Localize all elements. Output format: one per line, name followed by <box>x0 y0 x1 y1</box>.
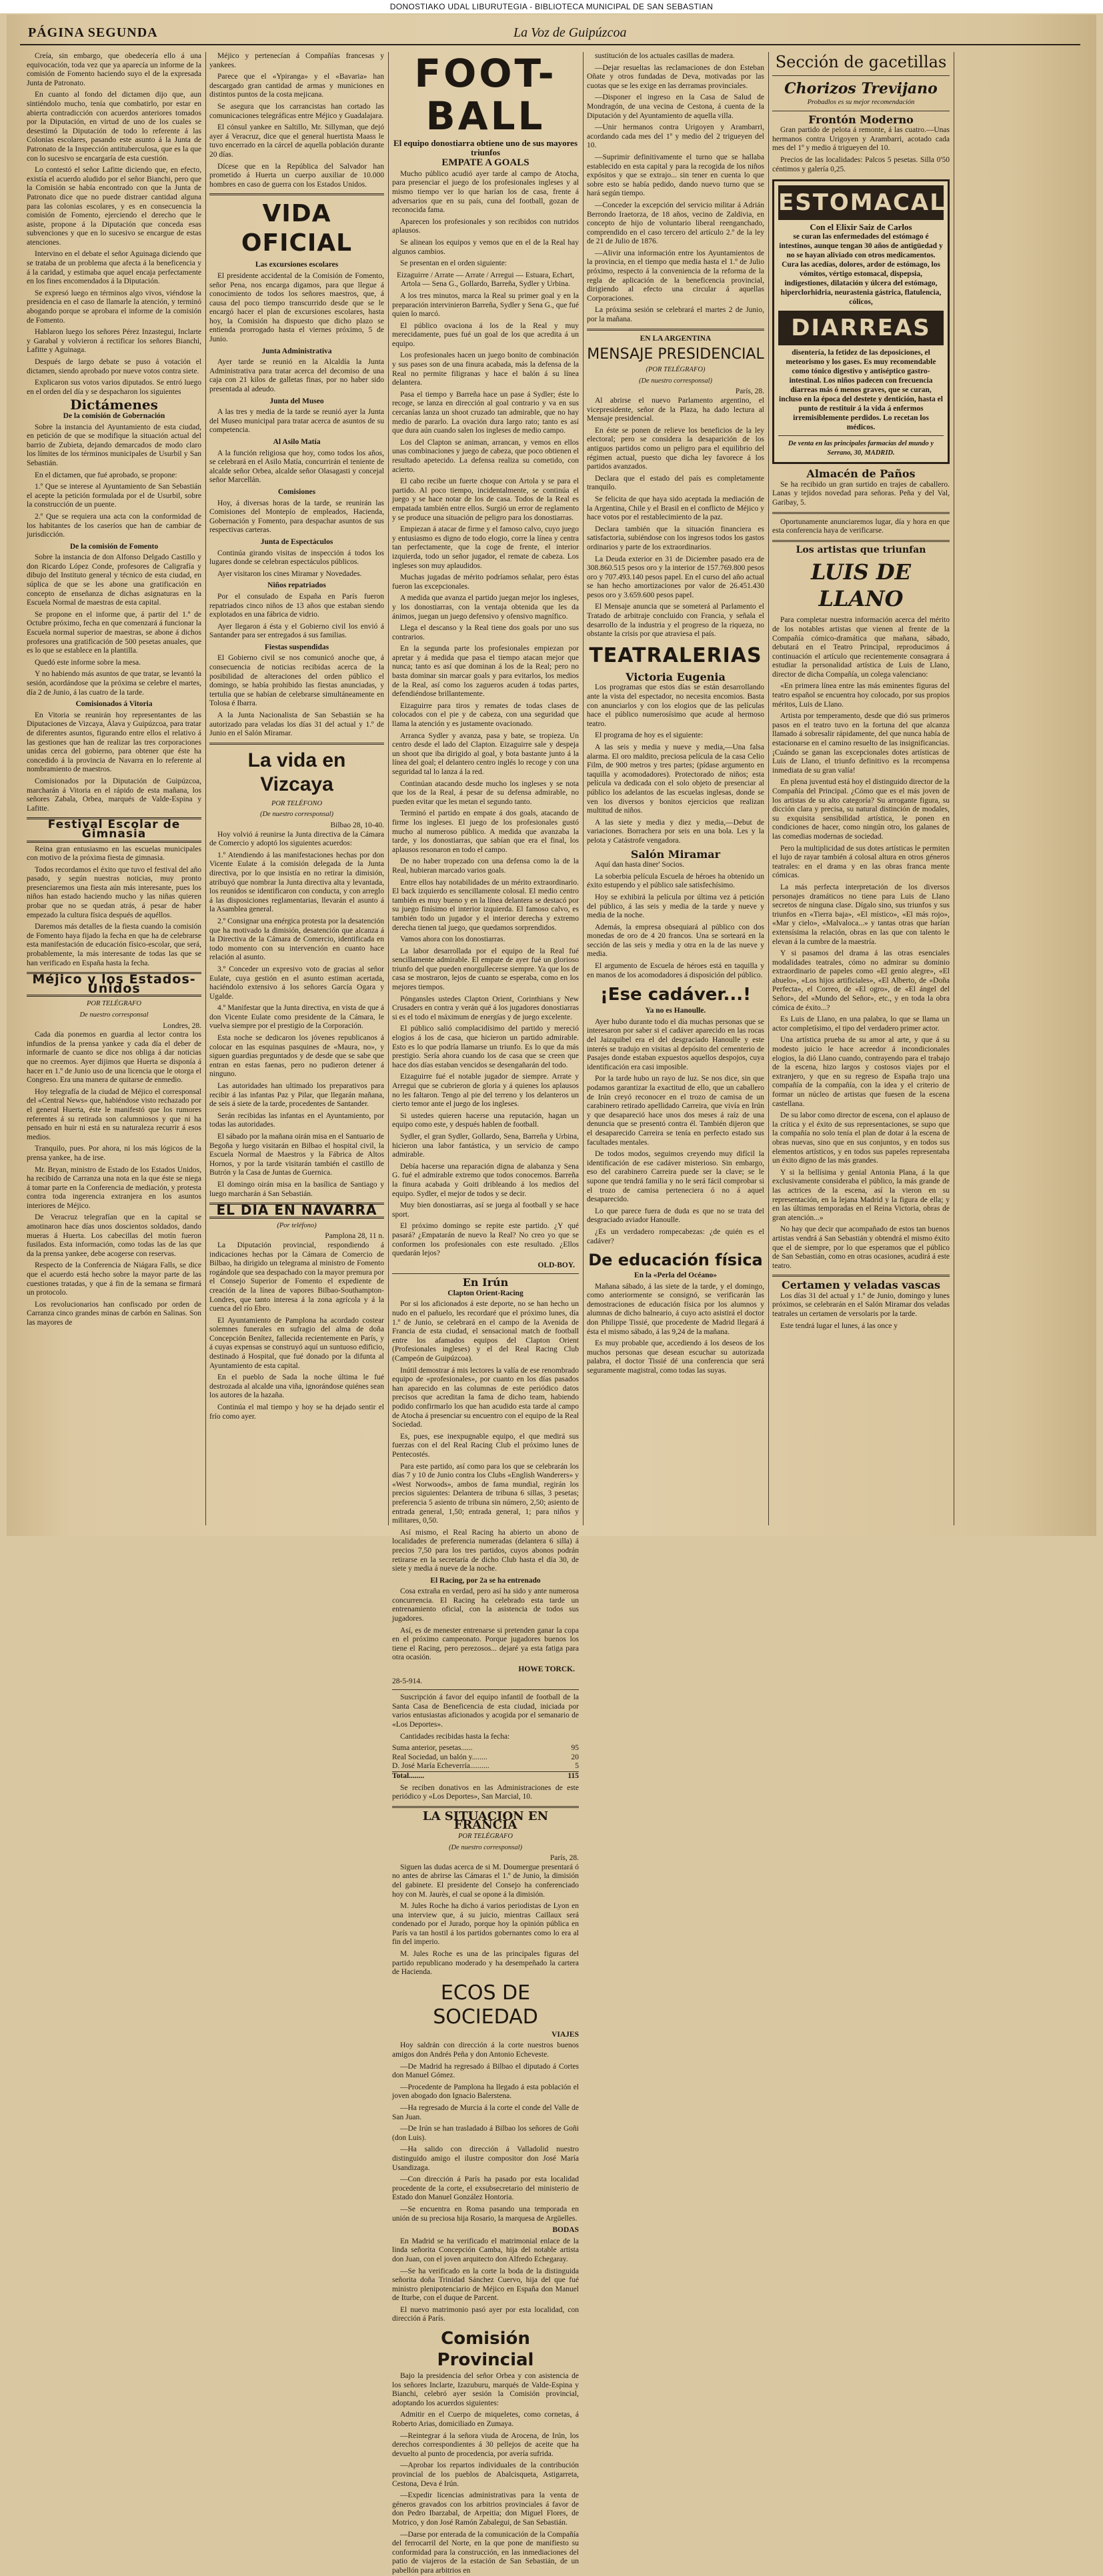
byline: POR TELÉGRAFO <box>458 1832 513 1840</box>
subheading: Comisionados á Vitoria <box>75 700 153 709</box>
irun-heading: En Irún <box>462 1276 509 1289</box>
paragraph: Tranquilo, pues. Por ahora, ni los más lógicos de la prensa yankee, ha de irse. <box>27 1145 201 1162</box>
paragraph: —Darse por enterada de la comunicación de la Compañía del ferrocarril del Norte, en la que pone de manifiesto su conformidad para la construcción, en las inmediaciones del patio de viajeros de la estación de San Sebastián, de un pabellón para arbitrios en <box>392 2530 579 2575</box>
lineup: Eizaguirre / Arrate — Arrate / Arregui — Estuara, Echart, Artola — Sena G., Gollardo, Barreña, Sydler y Urbina. <box>397 271 574 289</box>
column-1 <box>27 52 201 1525</box>
paragraph: 2.º Que se requiera una acta con la conformidad de los habitantes de los caseríos que han de cambiar de jurisdicción. <box>27 512 201 539</box>
subheading: EMPATE A GOALS <box>441 157 529 169</box>
festival-heading: Festival Escolar de Gimnasia <box>27 817 201 842</box>
paragraph: Para este partido, así como para los que se celebrarán los días 7 y 10 de Junio contra los Clubs «English Wanderers» y «West Norwoods», ambos de fama mundial, regirán los precios siguientes: Delantera de tribuna 6 sillas, 3 pesetas; preferencia 5 asiento de tribuna sin número, 2,50; asiento de entrada general, 1,50; entrada general, 1; para niños y militares, 0,50. <box>392 1462 579 1525</box>
paragraph: Mucho público acudió ayer tarde al campo de Atocha, para presenciar el juego de los profesionales ingleses y al mismo tiempo ver lo que harían los de casa, frente á adversarios que en su país, cuna del football, gozan de reconocida fama. <box>392 169 579 215</box>
dateline: Londres, 28. <box>163 1021 201 1030</box>
paragraph: —Ha regresado de Murcia á la corte el conde del Valle de San Juan. <box>392 2104 579 2121</box>
byline: (POR TELÉGRAFO) <box>646 366 706 374</box>
luis-de-llano-heading: LUIS DE LLANO <box>810 559 911 612</box>
subheading: En la «Perla del Océano» <box>634 1271 717 1280</box>
paragraph: Hablaron luego los señores Pérez Inzastegui, Inclarte y Garabal y volvieron á rectificar los señores Bianchi, Lafitte y Aguinaga. <box>27 328 201 355</box>
paragraph: El público salió complacidísimo del partido y mereció elogios á los de casa, que hicieron un partido admirable. Esto es lo que podría llamarse un triunfo. Es lo que da más prestigio. Sería ahora cuando los de casa que se creen que hace dos días estaban vencidos se desengañarán del todo. <box>392 1025 579 1069</box>
paragraph: Se propone en el informe que, á partir del 1.º de Octubre próximo, fecha en que comenzará á funcionar la Escuela normal superior de maestras, se abone á dichos profesores una gratificación de 500 pesetas anuales, que es lo que se establece en la plantilla. <box>27 610 201 655</box>
paragraph: De todos modos, seguimos creyendo muy difícil la identificación de ese cadáver misterioso. Sin embargo, eso del carabinero Carreira puede ser la clave; se le supone que tendrá familia y no le será fácil comprobar si el trozo de camisa perteneciera ó no á aquel desaparecido. <box>587 1150 764 1204</box>
paragraph: Sydler, el gran Sydler, Gollardo, Sena, Barreña y Urbina, hicieron una labor fantástica, y un servicio de campo admirable. <box>392 1132 579 1159</box>
paragraph: Hoy volvió á reunirse la Junta directiva de la Cámara de Comercio y adoptó los siguientes acuerdos: <box>209 830 384 848</box>
column-4 <box>587 52 764 1525</box>
paragraph: De no haber tropezado con una defensa como la de la Real, hubieran marcado varios goals. <box>392 857 579 875</box>
paragraph: 3.º Conceder un expresivo voto de gracias al señor Eulate, cuya gestión en el asunto estiman acertada, haciéndolo extensivo á los señores García Ogara y Ugalde. <box>209 965 384 1001</box>
paragraph: —Disponer el ingreso en la Casa de Salud de Mondragón, de una vecina de Cestona, á cuenta de la Diputación y del Ayuntamiento de aquella villa. <box>587 93 764 120</box>
byline: (De nuestro corresponsal) <box>638 377 713 385</box>
paragraph: Esta noche se dedicaron los jóvenes republicanos á colocar en las esquinas pasquines de «Maura, no», y siguen guardias preguntados y de desde que se sabe que entran en estas faenas, pero no pudieron detener á ninguno. <box>209 1034 384 1079</box>
paragraph: Es Luis de Llano, en una palabra, lo que se llama un actor completísimo, el tipo del verdadero primer actor. <box>772 1015 950 1033</box>
paragraph: Entre ellos hay notabilidades de un mérito extraordinario. El back izquierdo es sencillamente colosal. El medio centro también es muy bueno y en la línea delantera se destacó por su juego finísimo el interior izquierda. El famoso calvo, es también todo un jugador y el interior derecha y extremo derecha tienen tal juego, que quedamos sorprendidos. <box>392 878 579 932</box>
newspaper-name: La Voz de Guipúzcoa <box>513 25 627 40</box>
divider <box>392 1689 579 1690</box>
paragraph: En plena juventud está hoy el distinguido director de la Compañía del Principal. ¿Cómo que es el más joven de los artistas de su alto categoría? Su arrogante figura, su dicción clara y precisa, su natural distinción de modales, su exquisita sensibilidad artística, le ponen en condiciones de hacer, como ningún otro, los galanes de las comedias modernas de sociedad. <box>772 778 950 841</box>
donation-row: Suma anterior, pesetas...... 95 <box>392 1744 579 1753</box>
paragraph: En Vitoria se reunirán hoy representantes de las Diputaciones de Vizcaya, Álava y Guipúzcoa, para tratar de diferentes asuntos, figurando entre ellos el relativo á las gestiones que han de realizar las tres corporaciones unidas cerca del gobierno, para obtener que éste ha concedido á la provincia de Navarra en lo referente al nombramiento de maestros. <box>27 711 201 774</box>
divider <box>772 540 950 542</box>
paragraph: Ayer hubo durante todo el día muchas personas que se interesaron por saber si el cadáver aparecido en las rocas del Jaizquibel era el del desgraciado Hanoulle y este interés se tradujo en visitas al depósito del cementerio de Pasajes donde estaban expuestos aquellos despojos, cuya identificación era casi imposible. <box>587 1017 764 1071</box>
paragraph: Continúa girando visitas de inspección á todos los lugares donde se celebran espectáculos públicos. <box>209 549 384 567</box>
paragraph: Dícese que en la República del Salvador han prometido á Huerta un cuerpo auxiliar de 10.000 hombres en caso de guerra con los Estados Unidos. <box>209 162 384 189</box>
paragraph: —Unir hermanos contra Urigoyen y Arambarri, acordando cada mes del 1º y medio del 2 trigueyen del 10. <box>587 123 764 150</box>
paragraph: —Procedente de Pamplona ha llegado á esta población el joven abogado don Ignacio Balerstena. <box>392 2083 579 2101</box>
paragraph: La soberbia película Escuela de héroes ha obtenido un éxito estupendo y el público sale satisfechísimo. <box>587 872 764 890</box>
subheading: Victoria Eugenia <box>626 670 726 683</box>
cadaver-heading: ¡Ese cadáver...! <box>600 985 752 1005</box>
subheading: Salón Miramar <box>630 847 721 861</box>
column-2 <box>209 52 384 1525</box>
column-3 <box>392 51 579 2575</box>
paragraph: Debía hacerse una reparación digna de alabanza y Sena G. fué el admirable extremo que todos conocemos. Barreña la finura acabada y Goiti dribleando á los medios del equipo. Sydler, el mejor de todos y se decir. <box>392 1162 579 1198</box>
paragraph: Una artística prueba de su amor al arte, y que á su modesto juicio le hace acreedor á incondicionales elogios, la dió Llano cuando, contrayendo para el trabajo de la escena, hizo largos y costosos viajes por el extranjero, y que en su regreso de España trajo una compañía de la compañía, con la idea y el criterio de formar un núcleo de artistas que fuesen de la escena castellana. <box>772 1036 950 1108</box>
dateline: París, 28. <box>735 387 764 396</box>
paragraph: Pasa el tiempo y Barreña hace un pase á Sydler; éste lo recoge, se lanza en dirección al goal contrario y va en sus cercanías lanza un shoot cruzado tan admirable, que no hay medio de pararlo. La ovación dura largo rato; tanto es así que dura aún cuando salen los ingleses de medio campo. <box>392 390 579 435</box>
navarra-heading: EL DIA EN NAVARRA <box>209 1203 384 1219</box>
paragraph: A los tres minutos, marca la Real su primer goal y en la preparación intervinieron Barreña, Sydler y Sena G., que fué quien lo marcó. <box>392 291 579 319</box>
paragraph: El Gobierno civil se nos comunicó anoche que, á consecuencia de noticias recibidas acerca de la posibilidad de alteraciones del orden público el domingo, se había prohibido las fiestas anunciadas, y tertulia que se habían de celebrarse simultáneamente en Tolosa é Ibarra. <box>209 654 384 708</box>
divider <box>392 1273 579 1274</box>
paragraph: Continúan atacando desde mucho los ingleses y se nota que los de la Real, á pesar de su defensa admirable, no pueden evitar que les metan el segundo tanto. <box>392 779 579 806</box>
paragraph: Empiezan á atacar de firme y el famoso calvo, cuyo juego y entusiasmo es digno de todo elogio, corre la línea y centra tan perfectamente, que la coge de frente, el interior izquierda, todo un señor jugador, el remate de cabeza. Los ingleses son muy aplaudidos. <box>392 525 579 570</box>
paragraph: Se presentan en el orden siguiente: <box>400 259 507 268</box>
paragraph: Reina gran entusiasmo en las escuelas municipales con motivo de la próxima fiesta de gimnasia. <box>27 845 201 863</box>
paragraph: Los del Clapton se animan, arrancan, y vemos en ellos unas combinaciones y juego de cabeza, que poco obtienen el resultado apetecido. La defensa realiza su cometido, con acierto. <box>392 438 579 474</box>
ad-text: Con el Elixir Saiz de Carlos <box>810 222 912 233</box>
paragraph: 4.º Manifestar que la Junta directiva, en vista de que á don Vicente Eulate como presidente de la Cámara, le vuelva siempre por el prestigio de la Corporación. <box>209 1004 384 1031</box>
paragraph: —Expedir licencias administrativas para la venta de géneros gravados con los arbitrios provinciales á favor de don Pedro Ibarzabal, de Arpeitia; don Miguel Flores, de Motrico, y don José Ramón Zabalegui, de San Sebastián. <box>392 2491 579 2527</box>
subheading: El Racing, por 2a se ha entrenado <box>430 1576 541 1585</box>
paragraph: Suscripción á favor del equipo infantil de football de la Santa Casa de Beneficencia de esta ciudad, iniciada por varios entusiastas aficionados y acogida por el semanario de «Los Deportes». <box>392 1693 579 1729</box>
paragraph: Quedó este informe sobre la mesa. <box>35 658 141 667</box>
paragraph: ¿Es un verdadero rompecabezas: ¿de quién es el cadáver? <box>587 1227 764 1245</box>
paragraph: El Mensaje anuncia que se someterá al Parlamento el Tratado de arbitraje concluido con Francia, y señala el desarrollo de la industria y el progreso de la riqueza, no obstante la crisis por que atraviesa el país. <box>587 603 764 639</box>
paragraph: El público ovaciona á los de la Real y muy merecidamente, pues fué un goal de los que acredita á un equipo. <box>392 321 579 348</box>
paragraph: El próximo domingo se repite este partido. ¿Y qué pasará? ¿Empatarán de nuevo la Real? No creo yo que se conformen los profesionales con este resultado. ¿Ellos quedarán lejos? <box>392 1222 579 1258</box>
subheading: Junta Administrativa <box>261 347 332 355</box>
paragraph: Muchas jugadas de mérito podríamos señalar, pero éstas fueron las excepcionales. <box>392 573 579 591</box>
dictamenes-heading: Dictámenes <box>70 397 158 413</box>
divider <box>392 1806 579 1808</box>
paragraph: Y si pasamos del drama á las otras esenciales modalidades teatrales, cómo no admirar su dominio extraordinario de papeles como «El genio alegre», «El abuelo», «Los hijos artificiales», «El Alberto, de «Doña Perfecta», el Correo, de «El ogro», de «El ángel del Señor», del «Mundo del Señor», etc., y en toda la obra cómica de éxito...? <box>772 949 950 1012</box>
paragraph: Hoy, á diversas horas de la tarde, se reunirán las Comisiones del Montepío de empleados, Hacienda, Gobernación y Fomento, para despachar asuntos de sus respectivas carteras. <box>209 499 384 535</box>
subheading: Probadlos es su mejor recomendación <box>807 99 915 106</box>
subheading: El equipo donostiarra obtiene uno de sus mayores triunfos <box>393 138 578 157</box>
paragraph: De Veracruz telegrafían que en la capital se amotinaron hace días unos doscientos soldados, dando mueras á Huerta. Los cabecillas del motín fueron fusilados. Esta información, como todas las de las que da la prensa yankee, debe acogerse con reservas. <box>27 1213 201 1258</box>
paragraph: A las seis y media y nueve y media,—Una falsa alarma. El oro maldito, preciosa película de la casa Celio Film, de 900 metros y tres partes; (pídase argumento en taquilla y acomodadores). Protectorado de niños; esta película va dedicada con el solo objeto de presenciar al público los adelantos de las escuelas inglesas, donde se ven los diversos y bonitos ejercicios que realizan multitud de niños. <box>587 743 764 815</box>
paragraph: Todos recordamos el éxito que tuvo el festival del año pasado, y según nuestras noticias, muy pronto presenciaremos una fiesta aún más interesante, pues los niños han estado haciendo mucho y las niñas quieren probar que no se quedan atrás, á pesar de haber empezado la cultura física después de aquéllos. <box>27 865 201 919</box>
byline: POR TELÉFONO <box>271 799 323 807</box>
chorizos-heading: Chorizos Trevijano <box>784 80 938 97</box>
paragraph: Se reciben donativos en las Administraciones de este periódico y «Los Deportes», San Marcial, 10. <box>392 1783 579 1801</box>
newspaper-page <box>7 15 1096 2575</box>
paragraph: Arranca Sydler y avanza, pasa y bate, se tropieza. Un centro desde el lado del Clapton. Eizaguirre sale y despeja un shoot que iba dirigido al goal, y bota bastante junto á la línea del goal; el delantero centro inglés lo recoge y con una seguridad tal lo lanza á la red. <box>392 731 579 776</box>
paragraph: M. Jules Roche es una de las principales figuras del partido republicano moderado y ha desempeñado la cartera de Hacienda. <box>392 1950 579 1977</box>
paragraph: Continúa el mal tiempo y hoy se ha dejado sentir el frío como ayer. <box>209 1403 384 1421</box>
paragraph: Siguen las dudas acerca de si M. Doumergue presentará ó no antes de abrirse las Cámaras el 1.º de Junio, la dimisión del gabinete. El presidente del Consejo ha conferenciado hoy con M. Jaurès, el cual se opone á la dimisión. <box>392 1863 579 1899</box>
signature: HOWE TORCK. <box>518 1665 575 1674</box>
paragraph: Llega el descanso y la Real tiene dos goals por uno sus contrarios. <box>392 624 579 641</box>
column-rule <box>388 52 389 1525</box>
donation-list <box>392 1744 579 1781</box>
ad-text: disentería, la fetidez de las deposiciones, el meteorismo y los gases. Es muy recomendable como tónico digestivo y antiséptico gastro-intestinal. Los niños padecen con frecuencia diarreas más ó menos graves, que se curan, incluso en la época del destete y dentición, hasta el punto de restituir á la vida á enfermos irremisiblemente perdidos. Lo recetan los médicos. <box>779 349 943 432</box>
paragraph: Sobre la instancia de don Alfonso Delgado Castillo y don Ricardo López Conde, profesores de Caligrafía y dibujo del Instituto general y técnico de esta ciudad, en súplica de que se les abone una gratificación en concepto de enseñanza de dichas asignaturas en la Escuela Normal de maestras de esta capital. <box>27 553 201 607</box>
gacetillas-heading: Sección de gacetillas <box>775 53 947 71</box>
masthead <box>20 21 1080 45</box>
paragraph: Mr. Bryan, ministro de Estado de los Estados Unidos, ha recibido de Carranza una nota en la que éste se niega á tomar parte en la Conferencia de mediación, y protesta contra toda ingerencia extranjera en los asuntos interiores de Méjico. <box>27 1165 201 1210</box>
paragraph: Lo que parece fuera de duda es que no se trata del desgraciado aviador Hanoulle. <box>587 1207 764 1225</box>
paragraph: Declara también que la situación financiera es satisfactoria, subiéndose con los ingresos todos los gastos ordinarios y parte de los extraordinarios. <box>587 525 764 551</box>
paragraph: Inútil demostrar á mis lectores la valía de ese renombrado equipo de «profesionales», por cuanto en los días pasados han aparecido en las columnas de este periódico datos precisos que acreditan la fama de dicho team, habiendo podido confirmarlo los que han acudido esta tarde al campo de Atocha á presenciar su encuentro con el equipo de la Real Sociedad. <box>392 1366 579 1429</box>
paragraph: A las siete y media y diez y media,—Debut de variaciones. Borrachera por seis en una bola. Les y la pelota y Catástrofe vengadora. <box>587 818 764 845</box>
column-rule <box>768 52 769 1525</box>
subheading: Las excursiones escolares <box>255 261 339 269</box>
paragraph: Respecto de la Conferencia de Niágara Falls, se dice que el acuerdo está hecho sobre la mayor parte de las cuestiones tratadas, y que á fin de la semana se firmará un protocolo. <box>27 1261 201 1297</box>
paragraph: Cantidades recibidas hasta la fecha: <box>400 1732 510 1741</box>
paragraph: Comisionados por la Diputación de Guipúzcoa, marcharán á Vitoria en el rápido de esta mañana, los señores Zabala, Orbea, marqués de Valde-Espina y Lafitte. <box>27 777 201 813</box>
paragraph: En éste se ponen de relieve los beneficios de la ley electoral; pero se considera la desaparición de los antiguos partidos como un peligro para el equilibrio del régimen actual, puesto que dicha ley favorece á los partidos avanzados. <box>587 426 764 471</box>
paragraph: 2.º Consignar una enérgica protesta por la desatención que ha motivado la dimisión, desatención que alcanza á la Directiva de la Cámara de Comercio, identificada en todo momento con su intervención en cuanto hace relación al asunto. <box>209 917 384 962</box>
byline: (De nuestro corresponsal) <box>259 811 334 819</box>
paragraph: Sobre la instancia del Ayuntamiento de esta ciudad, en petición de que se modifique la situación actual del barrio de Zubieta, dejando demarcados de modo claro los límites de los términos municipales de Usurbil y San Sebastián. <box>27 423 201 467</box>
subheading: Junta de Espectáculos <box>260 537 333 546</box>
paragraph: 1.º Que se interese al Ayuntamiento de San Sebastián el acepte la petición formulada por el de Usurbil, sobre la construcción de un puente. <box>27 483 201 509</box>
paragraph: Gran partido de pelota á remonte, á las cuatro.—Unas hermanos contra Urigoyen y Arambarri, acotado cada mes del 1º y medio á trigueyen del 10. <box>772 126 950 153</box>
vizcaya-heading: La vida en Vizcaya <box>247 749 346 795</box>
paragraph: A la Junta Nacionalista de San Sebastián se ha autorizado para veladas los días 31 del actual y 1.º de Junio en el Salón Miramar. <box>209 711 384 738</box>
mensaje-heading: MENSAJE PRESIDENCIAL <box>587 346 764 363</box>
paragraph: Lo contestó el señor Lafitte diciendo que, en efecto, existía el acuerdo aludido por el señor Bianchi, pero que la Comisión se había encontrado con que la Junta de Patronato dice que no puede distraer cantidad alguna para las colonias escolares, y es en consecuencia la comisión de Fomento, ejerciendo el derecho que le asiste, propone á la Diputación que conceda esas subvenciones y que en lo sucesivo se encargue de estas atenciones. <box>27 166 201 247</box>
dateline: Pamplona 28, 11 n. <box>325 1232 384 1241</box>
paragraph: En Madrid se ha verificado el matrimonial enlace de la linda señorita Concepción Camba, hija del notable artista don Juan, con el joven arquitecto don Alfredo Echegaray. <box>392 2237 579 2263</box>
subheading: Al Asilo Matía <box>273 438 321 446</box>
divider <box>772 75 950 76</box>
paragraph: La labor desarrollada por el equipo de la Real fué sencillamente admirable. El empate de ayer fué un glorioso triunfo del que pueden enorgullecerse siempre. Ya que los de casa se mostraron, lejos de cuanto se esperaba, como en los mejores tiempos. <box>392 947 579 992</box>
column-5 <box>772 52 950 1525</box>
subheading: BODAS <box>552 2226 579 2235</box>
paragraph: —De Madrid ha regresado á Bilbao el diputado á Cortes don Manuel Gómez. <box>392 2062 579 2080</box>
paragraph: El cónsul yankee en Saltillo, Mr. Sillyman, que dejó ayer á Veracruz, dice que el general huertista Maass le tuvo encerrado en la cárcel de aquella población durante 20 días. <box>209 123 384 159</box>
divider <box>772 512 950 514</box>
divider <box>778 435 944 436</box>
paragraph: sustitución de los actuales casillas de madera. <box>595 52 735 60</box>
paragraph: Así mismo, el Real Racing ha abierto un abono de localidades de preferencia numeradas (delantera 6 silla) á precios 7,50 para los tres partidos, cuyos abonos podrán retirarse en la secretaría de dicho Club hasta el día 30, de siete y media á nueve de la noche. <box>392 1528 579 1573</box>
ecos-heading: ECOS DE SOCIEDAD <box>433 1981 538 2029</box>
football-heading: FOOT-BALL <box>414 51 557 139</box>
paragraph: —De Irún se han trasladado á Bilbao los señores de Goñi (don Luis). <box>392 2125 579 2142</box>
paragraph: Los programas que estos días se están desarrollando ante la vista del espectador, no necesita encomios. Basta con anunciarlos y con los elogios que de las películas hace el público numerosísimo que acude al hermoso teatro. <box>587 683 764 728</box>
comision-heading: Comisión Provincial <box>437 2329 534 2371</box>
paragraph: Los días 31 del actual y 1.º de Junio, domingo y lunes próximos, se celebrarán en el Salón Miramar dos veladas teatrales un certamen de versolaris por la tarde. <box>772 1291 950 1319</box>
paragraph: Oportunamente anunciaremos lugar, día y hora en que esta conferencia haya de verificarse. <box>772 517 950 535</box>
paragraph: Cada día ponemos en guardia al lector contra los infundios de la prensa yankee y cada día el deber de informarle de cuanto se dice nos obliga á dar noticias que no creemos. Ayer dijimos que Huerta se disponía á hacer en 1.º de Junio uso de una licencia que le otorga el Congreso. Era una manera de quitarse de enmedio. <box>27 1031 201 1085</box>
paragraph: Pero la multiplicidad de sus dotes artísticas le permiten el lujo de rayar también á colosal altura en otros géneros teatrales: en el drama y en las obras franca mente cómicas. <box>772 844 950 880</box>
paragraph: Para completar nuestra información acerca del mérito de los notables artistas que vienen al frente de la Compañía cómico-dramática que mañana, sábado, debutará en el Teatro Principal, reproducimos á continuación el artículo que recientemente consagrara á estudiar la personalidad artística de Luis de Llano, director de dicha Compañía, un colega valenciano: <box>772 616 950 679</box>
paragraph: Parece que el «Ypiranga» y el «Bavaria» han descargado gran cantidad de armas y municiones en distintos puntos de la costa mejicana. <box>209 73 384 99</box>
column-rule <box>583 52 584 1525</box>
paragraph: No hay que decir que acompañado de estos tan buenos artistas vendrá á San Sebastián y obtendrá el mismo éxito que el de siempre, por lo que esperamos que el público de San Sebastián, como en otras ocasiones, acudirá á este teatro. <box>772 1225 950 1270</box>
teatralerias-heading: TEATRALERIAS <box>589 643 762 667</box>
educacion-heading: De educación física <box>588 1251 763 1270</box>
subheading: Clapton Orient-Racing <box>447 1289 523 1297</box>
paragraph: Serán recibidas las infantas en el Ayuntamiento, por todas las autoridades. <box>209 1111 384 1129</box>
paragraph: La Diputación provincial, respondiendo á indicaciones hechas por la Cámara de Comercio de Bilbao, ha dirigido un telegrama al ministro de Fomento rogándole que sea despachado con la mayor premura por el Consejo Superior de Fomento el expediente de creación de la línea de vapores Bilbao-Southampton-Londres, que tanto interesa á la zona agrícola y á la cuenca del río Ebro. <box>209 1241 384 1313</box>
divider <box>772 1275 950 1277</box>
paragraph: Y no habiendo más asuntos de que tratar, se levantó la sesión, acordándose que la próxima se celebre el martes, día 2 de Junio, á las cuatro de la tarde. <box>27 670 201 697</box>
paragraph: En cuanto al fondo del dictamen dijo que, aun sintiéndolo mucho, tenía que combatirlo, por estar en abierta contradicción con acuerdos anteriores tomados por la Diputación, en virtud de uno de los cuales se desestimó la Diputación de todo lo referente á las Colonias escolares, pasando este asunto á la Junta de Patronato de la Inspección antituberculosa, que es la que con lo sucesivo se encargaría de esta cuestión. <box>27 91 201 163</box>
library-banner: DONOSTIAKO UDAL LIBURUTEGIA - BIBLIOTECA MUNICIPAL DE SAN SEBASTIAN <box>0 0 1103 13</box>
subheading: Fiestas suspendidas <box>264 643 329 651</box>
ad-text: se curan las enfermedades del estómago é intestinos, aunque tengan 30 años de antigüedad y no se hayan aliviado con otros medicamentos. Cura las acedías, dolores, ardor de estómago, los vómitos, vértigo estomacal, dispepsia, indigestiones, dilatación y úlcera del estómago, hiperclorhidria, neurastenia gástrica, flatulencia, cólicos, <box>779 233 943 307</box>
paragraph: De su labor como director de escena, con el aplauso de la crítica y el éxito de sus representaciones, se supo que la compañía no solo tenía el plan de dotar á la escena de obras nuevas, sino que en sus conjuntos, y en todos sus elementos artísticos, y en todos sus papeles representaba un éxito digno de las más grandes. <box>772 1111 950 1165</box>
paragraph: Al abrirse el nuevo Parlamento argentino, el vicepresidente, señor de la Plaza, ha dado lectura al Mensaje presidencial. <box>587 397 764 423</box>
paragraph: En el pueblo de Sada la noche última le fué destrozada al alcalde una viña, ignorándose quiénes sean los autores de la hazaña. <box>209 1373 384 1400</box>
dateline: París, 28. <box>549 1854 579 1863</box>
byline: De nuestro corresponsal <box>79 1011 149 1019</box>
elixir-advertisement <box>772 179 950 464</box>
subheading: Niños repatriados <box>267 581 326 590</box>
paragraph: Póngansles ustedes Clapton Orient, Corinthians y New Crusaders en contra y verán qué á los jugadores donostiarras si es el todo el máximum de energías y de juego excelente. <box>392 995 579 1021</box>
paragraph: El cabo recibe un fuerte choque con Artola y se para el partido. Al poco tiempo, incidentalmente, se continúa el juego y se hace notar de los de casa. Todos de la Real es empatada también entre ellos. Surgió un error de reglamento y se produce una situación de peligro para los donostiarras. <box>392 477 579 522</box>
paragraph: Admitir en el Cuerpo de miqueletes, como cornetas, á Roberto Arias, domiciliado en Zumaya. <box>392 2411 579 2429</box>
subheading: De la comisión de Gobernación <box>63 411 165 420</box>
paragraph: Eizaguirre para tiros y remates de todas clases de colocados con el pie y de cabeza, con una seguridad que llama la atención y es justamente ovacionado. <box>392 701 579 729</box>
column-rule <box>205 52 206 1525</box>
paragraph: —Dejar resueltas las reclamaciones de don Esteban Oñate y otros fundadas de Deva, motivadas por las cuotas que se les exige en las derramas provinciales. <box>587 63 764 90</box>
dateline: 28-5-914. <box>392 1677 423 1685</box>
paragraph: El nuevo matrimonio pasó ayer por esta localidad, con dirección á París. <box>392 2305 579 2323</box>
paragraph: Creía, sin embargo, que obedecería ello á una equivocación, toda vez que ya aparecía un informe de la comisión de Fomento haciendo suyo el de la expresada Junta de Patronato. <box>27 52 201 87</box>
certamen-heading: Certamen y veladas vascas <box>781 1279 941 1292</box>
francia-heading: LA SITUACION EN FRANCIA <box>422 1809 549 1833</box>
paragraph: —Se ha verificado en la corte la boda de la distinguida señorita doña Trinidad Sánchez Cuervo, hija del que fué ministro plenipotenciario de Méjico en España don Manuel de Iturbe, con el duque de Parcent. <box>392 2267 579 2303</box>
paragraph: Por el consulado de España en París fueron repatriados cinco niños de 13 años que estaban siendo explotados en una fábrica de vidrio. <box>209 592 384 619</box>
paragraph: Hoy telegrafía de la ciudad de Méjico el corresponsal del «Central News» que, habiéndose visto rechazado por el general Huerta, éste le manifestó que los rumores referentes á su retirada son calumniosos y que ni ha pensado en huir ni está en su naturaleza recurrir á esos medios. <box>27 1087 201 1141</box>
paragraph: Los profesionales hacen un juego bonito de combinación y sus pases son de una finura acabada, más la defensa de la Real no permite filigranas y hace el balón á su línea delantera. <box>392 351 579 387</box>
subheading: EN LA ARGENTINA <box>640 334 712 343</box>
paragraph: Precios de las localidades: Palcos 5 pesetas. Silla 0'50 céntimos y galería 0,25. <box>772 155 950 173</box>
paragraph: Se felicita de que haya sido aceptada la mediación de la Argentina, Chile y el Brasil en el conflicto de Méjico y hace votos por el restablecimiento de la paz. <box>587 495 764 522</box>
paragraph: La más perfecta interpretación de los diversos personajes dramáticos no tiene para Luis de Llano secretos de ninguna clase. Dígalo sino, sus triunfos y sus triunfos en «Tierra baja», «El místico», «El más rojo», «Mar y cielo», «Malvaloca...» y tantas otras que harían extensísima la relación, obras en las que con talento le elevan á la cumbre de la maestría. <box>772 883 950 946</box>
mejico-heading: Méjico y los Estados-Unidos <box>27 972 201 997</box>
page-number: PÁGINA SEGUNDA <box>28 25 158 40</box>
paragraph: El domingo oirán misa en la basílica de Santiago y luego marcharán á San Sebastián. <box>209 1180 384 1198</box>
dateline: Bilbao 28, 10-40. <box>330 821 384 829</box>
paragraph: Además, la empresa obsequiará al público con dos monedas de oro de 4 20 francos. Una se sorteará en la sección de las seis y media y otra en la de las nueve y media. <box>587 923 764 959</box>
donation-total: Total........ 115 <box>392 1771 579 1780</box>
paragraph: Este tendrá lugar el lunes, á las once y <box>780 1321 898 1330</box>
subheading: VIAJES <box>552 2030 579 2039</box>
paragraph: Aquí dan hasta diner' Socios. <box>595 861 684 869</box>
byline: POR TELÉGRAFO <box>87 1000 141 1008</box>
paragraph: «En primera línea entre las más eminentes figuras del teatro español se encuentra hoy colocado, por sus propios méritos, Luis de Llano. <box>772 682 950 709</box>
paragraph: Las autoridades han ultimado los preparativos para recibir á las infantas Paz y Pilar, que llegarán mañana, de seis á siete de la tarde, procedentes de Santander. <box>209 1082 384 1109</box>
paragraph: El Ayuntamiento de Pamplona ha acordado costear solemnes funerales en sufragio del alma de doña Concepción Benítez, fallecida recientemente en París, y á cuyas expensas se construyó aquí un suntuoso edificio, destinado á Hospital, que fué donado por la difunta al Ayuntamiento de esta capital. <box>209 1316 384 1370</box>
ad-text: De venta en las principales farmacias del mundo y Serrano, 30, MADRID. <box>788 440 934 457</box>
paragraph: Bajo la presidencia del señor Orbea y con asistencia de los señores Inclarte, Izazuburu, marqués de Valde-Espina y Bianchi, celebró ayer sesión la Comisión provincial, adoptando los acuerdos siguientes: <box>392 2372 579 2407</box>
subheading: Comisiones <box>277 487 316 496</box>
paragraph: El presidente accidental de la Comisión de Fomento, señor Pena, nos encarga digamos, para que llegue á conocimiento de todos los señores maestros, que, á causa del poco tiempo transcurrido desde que se le encargó hacer el plan de excursiones escolares, hasta hoy, la Comisión ha dispuesto que dicho plazo se entienda prorrogado hasta el viernes próximo, 5 de Junio. <box>209 271 384 344</box>
divider <box>209 743 384 745</box>
paragraph: Por la tarde hubo un rayo de luz. Se nos dice, sin que podamos garantizar la exactitud de ello, que un caballero de Irún creyó reconocer en el trozo de camisa de un carabinero retirado apellidado Carreira, que vivía en Irún y que desapareció hace unos dos meses á raíz de una denuncia que se presentó contra él. También dijeron que el desaparecido Carreira se tenía en perfecto estado sus facultades mentales. <box>587 1075 764 1147</box>
signature: OLD-BOY. <box>537 1261 575 1269</box>
subheading: Junta del Museo <box>269 397 324 405</box>
paragraph: —Aprobar los repartos individuales de la contribución provincial de los pueblos de Abalcisqueta, Astigarreta, Cestona, Deva é Irún. <box>392 2461 579 2488</box>
paragraph: A medida que avanza el partido juegan mejor los ingleses, y los donostiarras, con la ventaja obtenida que les da ánimos, juegan un juego defensivo y ofensivo magnífico. <box>392 594 579 621</box>
paragraph: Mañana sábado, á las siete de la tarde, y el domingo, como anteriormente se consignó, se verificarán las demostraciones de educación física por los alumnos y alumnas de dicho balneario, á cuyo acto asistirá el doctor don Philippe Tissié, que procedente de Madrid llegará á ésta el mismo sábado, á las 9,24 de la mañana. <box>587 1282 764 1336</box>
paragraph: Intervino en el debate el señor Aguinaga diciendo que se trataba de un problema que afecta á la beneficencia y á la caridad, y estimaba que aquel encaja perfectamente en los fines encomendados á la Diputación. <box>27 250 201 286</box>
paragraph: A las tres y media de la tarde se reunió ayer la Junta del Museo municipal para tratar acerca de asuntos de su competencia. <box>209 408 384 435</box>
paragraph: Y si la bellísima y genial Antonia Plana, á la que exclusivamente consideraba el público, la más grande de las actrices de la escena, así la vieron en su representación, en la lejana Madrid y la figura de ella; y en las últimas temporadas en el Reina Victoria, obras de gran atención...» <box>772 1168 950 1222</box>
paragraph: A la función religiosa que hoy, como todos los años, se celebrará en el Asilo Matía, concurrirán el teniente de alcalde señor Orbea, alcalde señor Olasagasti y concejal señor Marcellán. <box>209 449 384 485</box>
byline: (Por teléfono) <box>277 1221 317 1229</box>
subheading: Ya no es Hanoulle. <box>645 1007 706 1015</box>
paragraph: Se asegura que los carrancistas han cortado las comunicaciones telegráficas entre Méjico y Guadalajara. <box>209 102 384 120</box>
paragraph: Aparecen los profesionales y son recibidos con nutridos aplausos. <box>392 217 579 235</box>
paragraph: Artista por temperamento, desde que dió sus primeros pasos en el teatro tuvo en la fortuna del que alcanza llamado á sobresalir rápidamente, del que nunca había de estacionarse en el camino resuelto de las insignificancias. ¡Cuándo se ganan las excepcionales dotes artísticas de Luis de Llano, el triunfo definitivo es la recompensa inmediata de su gran valía! <box>772 712 950 775</box>
paragraph: En el dictamen, que fué aprobado, se propone: <box>35 471 177 479</box>
donation-row: Real Sociedad, un balón y........ 20 <box>392 1753 579 1761</box>
ad-headline: DIARREAS <box>778 311 944 345</box>
paragraph: —Con dirección á París ha pasado por esta localidad procedente de la corte, el exsubsecretario del ministerio de Estado don Manuel González Hontoria. <box>392 2175 579 2202</box>
fronton-heading: Frontón Moderno <box>808 113 914 126</box>
almacen-heading: Almacén de Paños <box>806 467 916 481</box>
subheading: Los artistas que triunfan <box>796 544 926 555</box>
byline: (De nuestro corresponsal) <box>448 1843 523 1851</box>
paragraph: —Conceder la excepción del servicio militar á Adrián Berrondo Iraetorza, de 18 años, vecino de Zaldivia, en concepto de hijo de voluntario liberal reenganchado, comprendido en el caso tercero del artículo 2.º de la ley de 21 de Julio de 1876. <box>587 201 764 246</box>
paragraph: M. Jules Roche ha dicho á varios periodistas de Lyon en una interview que, á su juicio, mientras Caillaux será condenado por el Jurado, porque hoy la opinión pública en París va tan hostil á los partidos gobernantes como lo era al fin del imperio. <box>392 1902 579 1947</box>
paragraph: Hoy saldrán con dirección á la corte nuestros buenos amigos don Andrés Peña y don Antonio Echeveste. <box>392 2041 579 2059</box>
paragraph: —Se encuentra en Roma pasando una temporada en unión de su preciosa hija Rosario, la marquesa de Argüelles. <box>392 2205 579 2223</box>
ad-headline: ESTOMACAL <box>778 185 944 220</box>
donation-row: D. José María Echeverría.......... 5 <box>392 1762 579 1771</box>
paragraph: —Ha salido con dirección á Valladolid nuestro distinguido amigo el ilustre compositor don José María Usandizaga. <box>392 2145 579 2172</box>
paragraph: En la segunda parte los profesionales empiezan por apretar y á medida que pasa el tiempo atacan mejor que nunca; tanto es así que dominan á los de la Real; pero no basta dominar sin marcar goals y para evitarlos, los medios de la Real, así como los zagueros acuden á todas partes, defendiéndose brillantemente. <box>392 645 579 699</box>
paragraph: Es, pues, ese inexpugnable equipo, el que medirá sus fuerzas con el del Real Racing Club el próximo lunes de Pentecostés. <box>392 1432 579 1459</box>
paragraph: Se ha recibido un gran surtido en trajes de caballero. Lanas y tejidos novedad para señoras. Peña y del Val, Garibay, 5. <box>772 480 950 507</box>
divider <box>587 329 764 331</box>
vida-oficial-heading: VIDA OFICIAL <box>241 200 353 257</box>
paragraph: —Reintegrar á la señora viuda de Arocena, de Irún, los derechos correspondientes á 30 pellejos de aceite que ha devuelto al punto de procedencia, por avería sufrida. <box>392 2431 579 2458</box>
paragraph: Si ustedes quieren hacerse una reputación, hagan un equipo como este, y después hablen de football. <box>392 1111 579 1129</box>
paragraph: Terminó el partido en empate á dos goals, atacando de firme los ingleses. El juego de los profesionales gustó mucho al numeroso público. A medida que avanzaba la tarde, y los donostiarras, que sabían que era el final, los aplausos resonaron en todo el campo. <box>392 809 579 854</box>
paragraph: Hoy se exhibirá la película por última vez á petición del público, á las seis y media de la tarde y nueve y media de la noche. <box>587 893 764 920</box>
paragraph: 1.º Atendiendo á las manifestaciones hechas por don Vicente Eulate á la comisión delegada de la Junta directiva, por lo que insistía en no retirar la dimisión, atribuyó que nombrar la Junta directiva alta y levantada, los reunidos se identificaron con conducta, y con arreglo á las disposiciones reglamentarias, llevarán el asunto á la Asamblea general. <box>209 851 384 914</box>
paragraph: Ayer tarde se reunió en la Alcaldía la Junta Administrativa para tratar acerca del decomiso de una caja con 21 kilos de galletas finas, por no haber sido presentada al adeudo. <box>209 358 384 394</box>
paragraph: El programa de hoy es el siguiente: <box>595 731 704 740</box>
paragraph: Por si los aficionados á este deporte, no se han hecho un nudo en el pañuelo, les recordaré que el próximo lunes, día 1.º de Junio, se celebrará en el campo de la Avenida de Francia de esta ciudad, el sensacional match de football entre los afamados equipos del Clapton Orient (Profesionales ingleses) y el del Real Racing Club (Campeón de Guipúzcoa). <box>392 1300 579 1363</box>
paragraph: La Deuda exterior en 31 de Diciembre pasado era de 308.860.515 pesos oro y la interior de 157.769.800 pesos oro y 707.493.140 pesos papel. En el curso del año actual se han hecho amortizaciones por valor de 26.451.430 pesos oro y 3.659.600 pesos papel. <box>587 555 764 599</box>
paragraph: —Suprimir definitivamente el turno que se hallaba establecido en esta capital y para la recogida de los niños expósitos y que se extrajo... sin tener en cuenta lo que sobre esto se había pedido, dando nuevo turno que se hará según tiempo. <box>587 153 764 198</box>
paragraph: Vamos ahora con los donostiarras. <box>400 935 505 944</box>
paragraph: Ayer visitaron los cines Miramar y Novedades. <box>217 569 362 578</box>
paragraph: Así, es de menester entrenarse si pretenden ganar la copa en el próximo campeonato. Porque jugadores buenos los tiene el Racing, pero perezosos... dejaré ya esta fatiga para otra ocasión. <box>392 1626 579 1662</box>
paragraph: Se alinean los equipos y vemos que en el de la Real hay algunos cambios. <box>392 238 579 256</box>
paragraph: Daremos más detalles de la fiesta cuando la comisión de Fomento haya fijado la fecha en que ha de celebrarse esta manifestación de educación físico-escolar, que será, probablemente, la más interesante de todas las que se han verificado en España hasta la fecha. <box>27 923 201 967</box>
paragraph: Declara que el estado del país es completamente tranquilo. <box>587 474 764 492</box>
paragraph: —Alivir una información entre los Ayuntamientos de la provincia, en el tiempo que media hasta el 1.º de Julio próximo, respecto á la conveniencia de la reforma de la regla de aplicación de la beneficencia provincial, dirigiendo al efecto una circular á aquellas Corporaciones. <box>587 249 764 303</box>
paragraph: Cosa extraña en verdad, pero así ha sido y ante numerosa concurrencia. El Racing ha celebrado esta tarde un entrenamiento oficial, con la asistencia de todos sus jugadores. <box>392 1587 579 1623</box>
paragraph: Muy bien donostiarras, así se juega al football y se hace sport. <box>392 1201 579 1219</box>
paragraph: Se expresó luego en términos algo vivos, viéndose la presidencia en el caso de llamarle la atención, y terminó abogando porque se aprobara el informe de la comisión de Fomento. <box>27 289 201 325</box>
paragraph: Ayer llegaron á ésta y el Gobierno civil los envió á Santander para ser entregados á sus familias. <box>209 622 384 640</box>
paragraph: Méjico y pertenecían á Compañías francesas y yankees. <box>209 52 384 69</box>
paragraph: Los revolucionarios han confiscado por orden de Carranza cinco grandes minas de carbón en Salinas. Son las mayores de <box>27 1300 201 1327</box>
paragraph: El sábado por la mañana oirán misa en el Santuario de Begoña y luego visitarán en Bilbao el hospital civil, la Escuela Normal de Maestros y la Fábrica de Altos Hornos, y por la tarde visitarán también el castillo de Butrón y la Casa de Juntas de Guernica. <box>209 1133 384 1177</box>
paragraph: Eizaguirre fué el notable jugador de siempre. Arrate y Arregui que se cubrieron de gloria y á quienes los aplausos no les faltaron. Tengo al pie del terreno y los delanteros un cierto temor ante el juego de los ingleses. <box>392 1073 579 1109</box>
paragraph: Después de largo debate se puso á votación el dictamen, siendo aprobado por nueve votos contra siete. <box>27 358 201 375</box>
paragraph: Es muy probable que, accediendo á los deseos de los muchos personas que desean escuchar su autorizada palabra, el doctor Tissié dé una conferencia que será seguramente magistral, como todas las suyas. <box>587 1339 764 1375</box>
subheading: De la comisión de Fomento <box>69 542 159 551</box>
paragraph: Explicaron sus votos varios diputados. Se entró luego en el orden del día y se despacharon los siguientes <box>27 379 201 396</box>
paragraph: La próxima sesión se celebrará el martes 2 de Junio, por la mañana. <box>587 306 764 324</box>
paragraph: El argumento de Escuela de héroes está en taquilla y en manos de los acomodadores á disposición del público. <box>587 962 764 979</box>
divider <box>209 193 384 195</box>
